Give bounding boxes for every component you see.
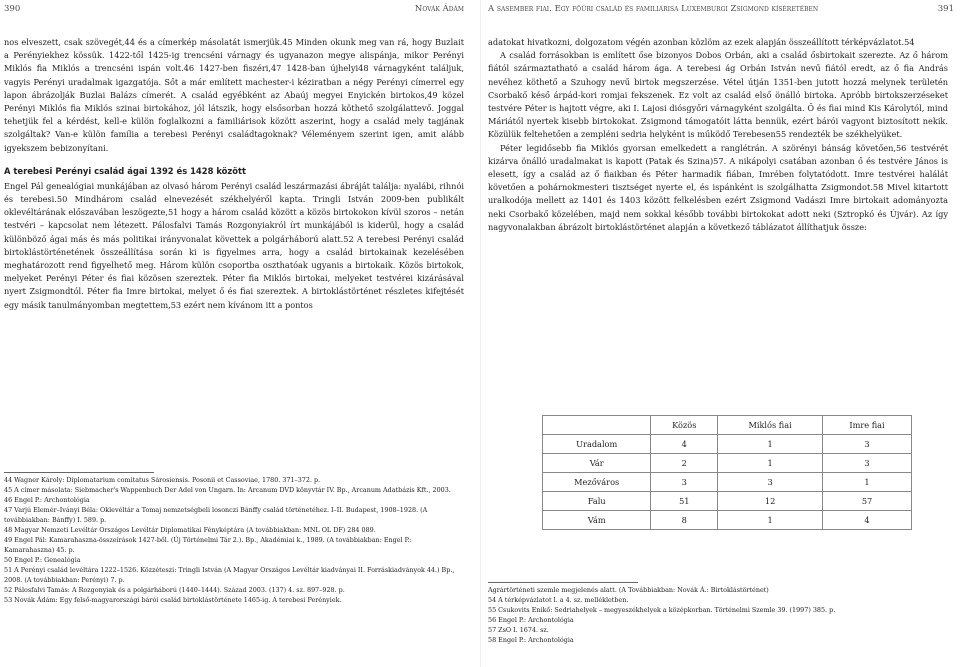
- table-cell: 1: [718, 511, 823, 530]
- footnote: 56 Engel P.: Archontológia: [488, 616, 574, 624]
- footnote: 55 Csukovits Enikő: Sedriahelyek – megyeszékhelyek a középkorban. Történelmi Szemle 39. (1997) 385. p.: [488, 606, 836, 614]
- footnote-rule: [488, 582, 638, 583]
- table-row: [543, 473, 912, 492]
- paragraph: nos elveszett, csak szövegét,44 és a címerkép másolatát ismerjük.45 Minden okunk meg van rá, hogy Buzlait a Perényiekhez kössük. 1422-től 1425-ig trencséni várnagy és ugyanazon megye alispánja, mikor Perényi Miklós fia Miklós a trencséni ispán volt.46 1427-ben fiszéri,47 1428-ban újhelyi48 várnagyként találjuk, vagyis Perényi uradalmak igazgatója. Sőt a már említett machester-i kéziratban a négy Perényi címerrel egy lapon ábrázolják Buzlai Balázs címerét. A család egyébként az Abaúj megyei Enyickén birtokos,49 közel Perényi Miklós fia Miklós szinai birtokához, jól látszik, hogy elsősorban hozzá köthető szolgálattevő. Joggal tehetjük fel a kérdést, kell-e külön foglalkozni a familiárisok között aszerint, hogy a család mely tagjának szolgáltak? Van-e külön família a terebesi Perényi családtagoknak? Véleményem szerint igen, amit alább igyekszem bebizonyítani.: [4, 37, 464, 153]
- table-row: [543, 454, 912, 473]
- footnote: 47 Varjú Elemér–Iványi Béla: Oklevéltár a Tomaj nemzetségbeli losonczi Bánffy család történetéhez. I–II. Budapest, 1908–1928. (A továbbiakban: Bánffy) I. 589. p.: [4, 506, 428, 524]
- table-header-cell: Miklós fiai: [718, 416, 823, 435]
- left-page-header: [0, 2, 472, 16]
- table-cell: 1: [718, 435, 823, 454]
- footnote-rule: [4, 472, 154, 473]
- page-number: 390: [4, 4, 21, 14]
- footnote: 52 Pálosfalvi Tamás: A Rozgonyiak és a polgárháború (1440–1444). Század 2003. (137) 4. sz. 897–928. p.: [4, 586, 345, 594]
- right-page: [488, 0, 960, 667]
- footnote: 49 Engel Pál: Kamarahaszna-összeírások 1427-ből. (Új Történelmi Tár 2.). Bp., Akadémiai k., 1989. (A továbbiakban: Engel P.: Kamarahaszna) 45. p.: [4, 536, 412, 554]
- running-head: Novák Ádám: [414, 4, 464, 14]
- table-cell: Uradalom: [543, 435, 651, 454]
- left-page: [0, 0, 472, 667]
- estates-table: [542, 415, 912, 530]
- table-cell: 4: [651, 435, 718, 454]
- page-number: 391: [937, 4, 954, 14]
- table-cell: 3: [823, 454, 912, 473]
- table-header-row: [543, 416, 912, 435]
- footnote: 46 Engel P.: Archontológia: [4, 496, 90, 504]
- table-cell: 1: [718, 454, 823, 473]
- table-cell: Mezőváros: [543, 473, 651, 492]
- table-row: [543, 492, 912, 511]
- table-row: [543, 435, 912, 454]
- footnote: 58 Engel P.: Archontológia: [488, 636, 574, 644]
- paragraph: A család forrásokban is említett őse bizonyos Dobos Orbán, aki a család ősbirtokait szerezte. Az ő három fiától származtatható a család három ága. A terebesi ág Orbán István nevű fiától eredt, az ő fia András nevéhez köthető a Szuhogy nevű birtok megszerzése. Vétel útján 1351-ben jutott hozzá melynek területén Csorbakő késő árpád-kori romjai fekszenek. Ez volt az család első önálló birtoka. Apróbb birtokszerzéseket testvére Péter is hajtott végre, aki I. Lajosi diósgyőri várnagyként szolgálta. Ő és fiai mind Kis Károlytól, mind Máriától nyertek kisebb birtokokat. Zsigmond támogatóit látta bennük, ezért bárói vagyont biztosított nekik. Közülük feltehetően a zempléni sedria helyként is működő Terebesen55 rendezték be székhelyüket.: [488, 50, 948, 140]
- footnote: 45 A címer másolata: Siebmacher's Wappenbuch Der Adel von Ungarn. In: Arcanum DVD könyvtár IV. Bp., Arcanum Adatbázis Kft., 2003.: [4, 486, 451, 494]
- table-cell: Falu: [543, 492, 651, 511]
- right-page-header: [488, 2, 960, 16]
- page-gutter: [480, 0, 481, 667]
- footnote: 53 Novák Ádám: Egy felső-magyarországi bárói család birtoklástörténete 1465-ig. A terebesi Perényiek.: [4, 596, 342, 604]
- footnote: Agrártörténeti szemle megjelenés alatt. (A Továbbiakban: Novák Á.: Birtoklástörténet): [488, 586, 769, 594]
- table-header-cell: [543, 416, 651, 435]
- table-cell: 3: [823, 435, 912, 454]
- table-cell: 8: [651, 511, 718, 530]
- table-cell: 2: [651, 454, 718, 473]
- footnote: 48 Magyar Nemzeti Levéltár Országos Levéltár Diplomatikai Fényképtára (A továbbiakban: MNL OL DF) 284 089.: [4, 526, 376, 534]
- left-body-text: [4, 36, 464, 312]
- footnote: 44 Wagner Károly: Diplomatarium comitatus Sárosiensis. Posonii et Cassoviae, 1780. 371–372. p.: [4, 476, 321, 484]
- footnote: 57 ZsO I. 1674. sz.: [488, 626, 549, 634]
- footnote: 54 A térképvázlatot l. a 4. sz. mellékletben.: [488, 596, 629, 604]
- table-cell: 57: [823, 492, 912, 511]
- table-cell: 4: [823, 511, 912, 530]
- table-cell: 51: [651, 492, 718, 511]
- table-cell: Vár: [543, 454, 651, 473]
- left-footnotes: [4, 472, 464, 605]
- paragraph: adatokat hivatkozni, dolgozatom végén azonban közlöm az ezek alapján összeállított térképvázlatot.54: [488, 37, 915, 47]
- running-head: A sasember fiai. Egy főúri család és familiárisa Luxemburgi Zsigmond kíséretében: [488, 4, 819, 14]
- table-cell: 12: [718, 492, 823, 511]
- table-header-cell: Közös: [651, 416, 718, 435]
- paragraph: Péter legidősebb fia Miklós gyorsan emelkedett a ranglétrán. A szörényi bánság követően,56 testvérét kizárva önálló uradalmakat is kapott (Patak és Szina)57. A nikápolyi csatában azonban ő és testvére János is elesett, így a család az ő fiaikban és Péter harmadik fiában, Imrében folytatódott. Imre testvérei halálát követően a pohárnokmesteri tisztséget nyerte el, és ispánként is szolgálhatta Zsigmondot.58 Mivel kitartott uralkodója mellett az 1401 és 1403 között felkelésben ezért Zsigmond Vadászi Imre birtokait adományozta neki Csorbakő közelében, majd nem sokkal később további birtokokat adott neki (Sztropkó és Újvár). Az így nagyvonalakban ábrázolt birtoklástörténet alapján a következő táblázatot állíthatjuk össze:: [488, 142, 948, 232]
- table-cell: 1: [823, 473, 912, 492]
- right-body-text: [488, 36, 948, 234]
- paragraph: Engel Pál genealógiai munkájában az olvasó három Perényi család leszármazási ábráját találja: nyalábi, rihnói és terebesi.50 Mindhárom család elnevezését székhelyéről kapta. Tringli István 2009-ben publikált oklevéltárának előszavában leszögezte,51 hogy a három család között a közös birtokokon kívül szoros – netán testvéri – kapcsolat nem létezett. Pálosfalvi Tamás Rozgonyiakról írt munkájából is kiderül, hogy a család különböző ágai más és más politikai irányvonalat követtek a polgárháború alatt.52 A terebesi Perényi család birtoklástörténetének összeállítása során ki is figyelmes arra, hogy a család birtokainak kezelésében meghatározott rend figyelhető meg. Három külön csoportba oszthatóak ugyanis a birtokaik. Közös birtokok, melyeket Perényi Péter és fiai közösen szereztek. Péter fia Miklós birtokai, melyeket testvérei kizárásával nyert Zsigmondtól. Péter fia Imre birtokai, melyet ő és fiai szereztek. A birtoklástörténet részletes kifejtését egy másik tanulmányomban megtettem,53 ezért nem kívánom itt a pontos: [4, 180, 464, 310]
- section-heading: A terebesi Perényi család ágai 1392 és 1428 között: [4, 165, 247, 176]
- footnote: 51 A Perényi család levéltára 1222–1526. Közzéteszi: Tringli István (A Magyar Országos Levéltár kiadványai II. Forráskiadványok 44.) Bp., 2008. (A továbbiakban: Perényi) 7. p.: [4, 566, 455, 584]
- table-header-cell: Imre fiai: [823, 416, 912, 435]
- table-row: [543, 511, 912, 530]
- footnote: 50 Engel P.: Genealógia: [4, 556, 81, 564]
- table-cell: Vám: [543, 511, 651, 530]
- table-cell: 3: [651, 473, 718, 492]
- right-footnotes: [488, 582, 948, 645]
- table-cell: 3: [718, 473, 823, 492]
